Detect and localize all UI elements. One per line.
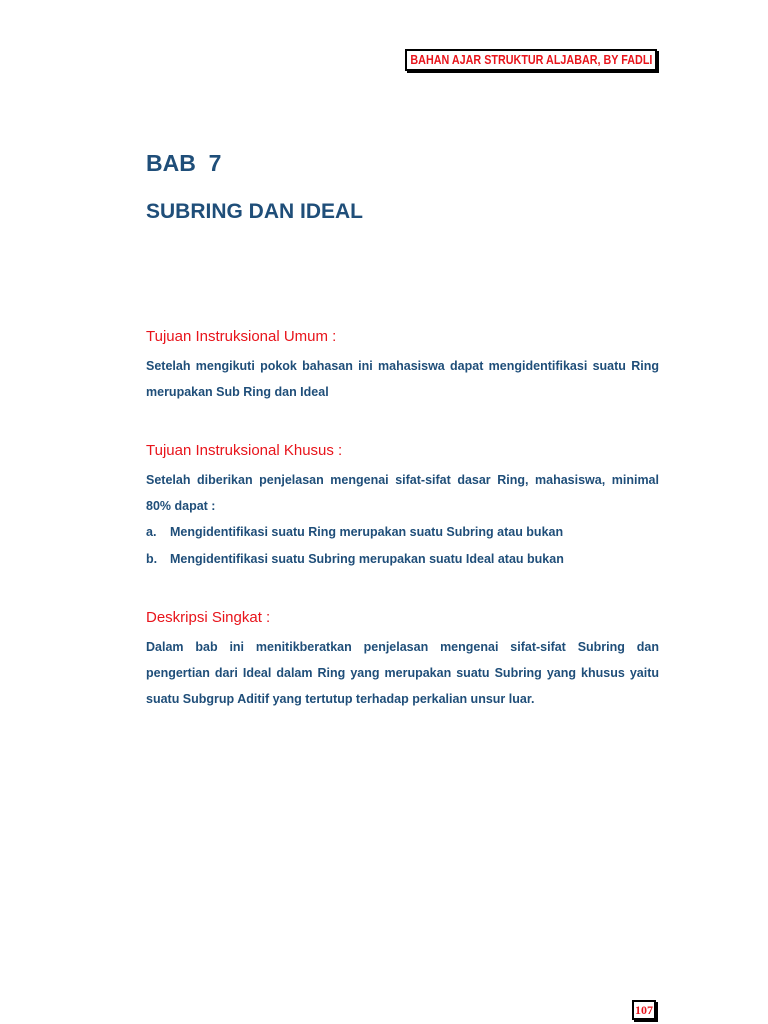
chapter-number: BAB 7 [146, 150, 222, 176]
deskripsi-line: suatu Subgrup Aditif yang tertutup terhadap perkalian unsur luar. [146, 692, 535, 706]
list-item-text: Mengidentifikasi suatu Ring merupakan suatu Subring atau bukan [170, 525, 564, 539]
running-header-text: BAHAN AJAR STRUKTUR ALJABAR, BY FADLI [409, 53, 653, 67]
list-marker: b. [146, 552, 158, 566]
page-number-text: 107 [635, 1002, 653, 1017]
tik-list-item-a [146, 519, 659, 545]
chapter-title: SUBRING DAN IDEAL [146, 200, 364, 223]
tik-list-item-b [146, 546, 659, 572]
deskripsi-heading: Deskripsi Singkat : [146, 609, 271, 626]
list-marker: a. [146, 525, 157, 539]
list-item-text: Mengidentifikasi suatu Subring merupakan suatu Ideal atau bukan [170, 552, 564, 566]
tiu-paragraph [146, 353, 659, 405]
tik-line: Setelah diberikan penjelasan mengenai sifat-sifat dasar Ring, mahasiswa, minimal [146, 473, 659, 487]
tiu-heading: Tujuan Instruksional Umum : [146, 328, 337, 345]
tiu-line: merupakan Sub Ring dan Ideal [146, 385, 329, 399]
deskripsi-line: Dalam bab ini menitikberatkan penjelasan mengenai sifat-sifat Subring dan [146, 640, 659, 654]
tiu-line: Setelah mengikuti pokok bahasan ini mahasiswa dapat mengidentifikasi suatu Ring [146, 359, 659, 373]
tik-line: 80% dapat : [146, 499, 216, 513]
deskripsi-line: pengertian dari Ideal dalam Ring yang merupakan suatu Subring yang khusus yaitu [146, 666, 659, 680]
tik-paragraph [146, 467, 659, 519]
page-number [632, 1000, 656, 1020]
running-header [405, 49, 657, 71]
tik-heading: Tujuan Instruksional Khusus : [146, 442, 343, 459]
deskripsi-paragraph [146, 634, 659, 712]
